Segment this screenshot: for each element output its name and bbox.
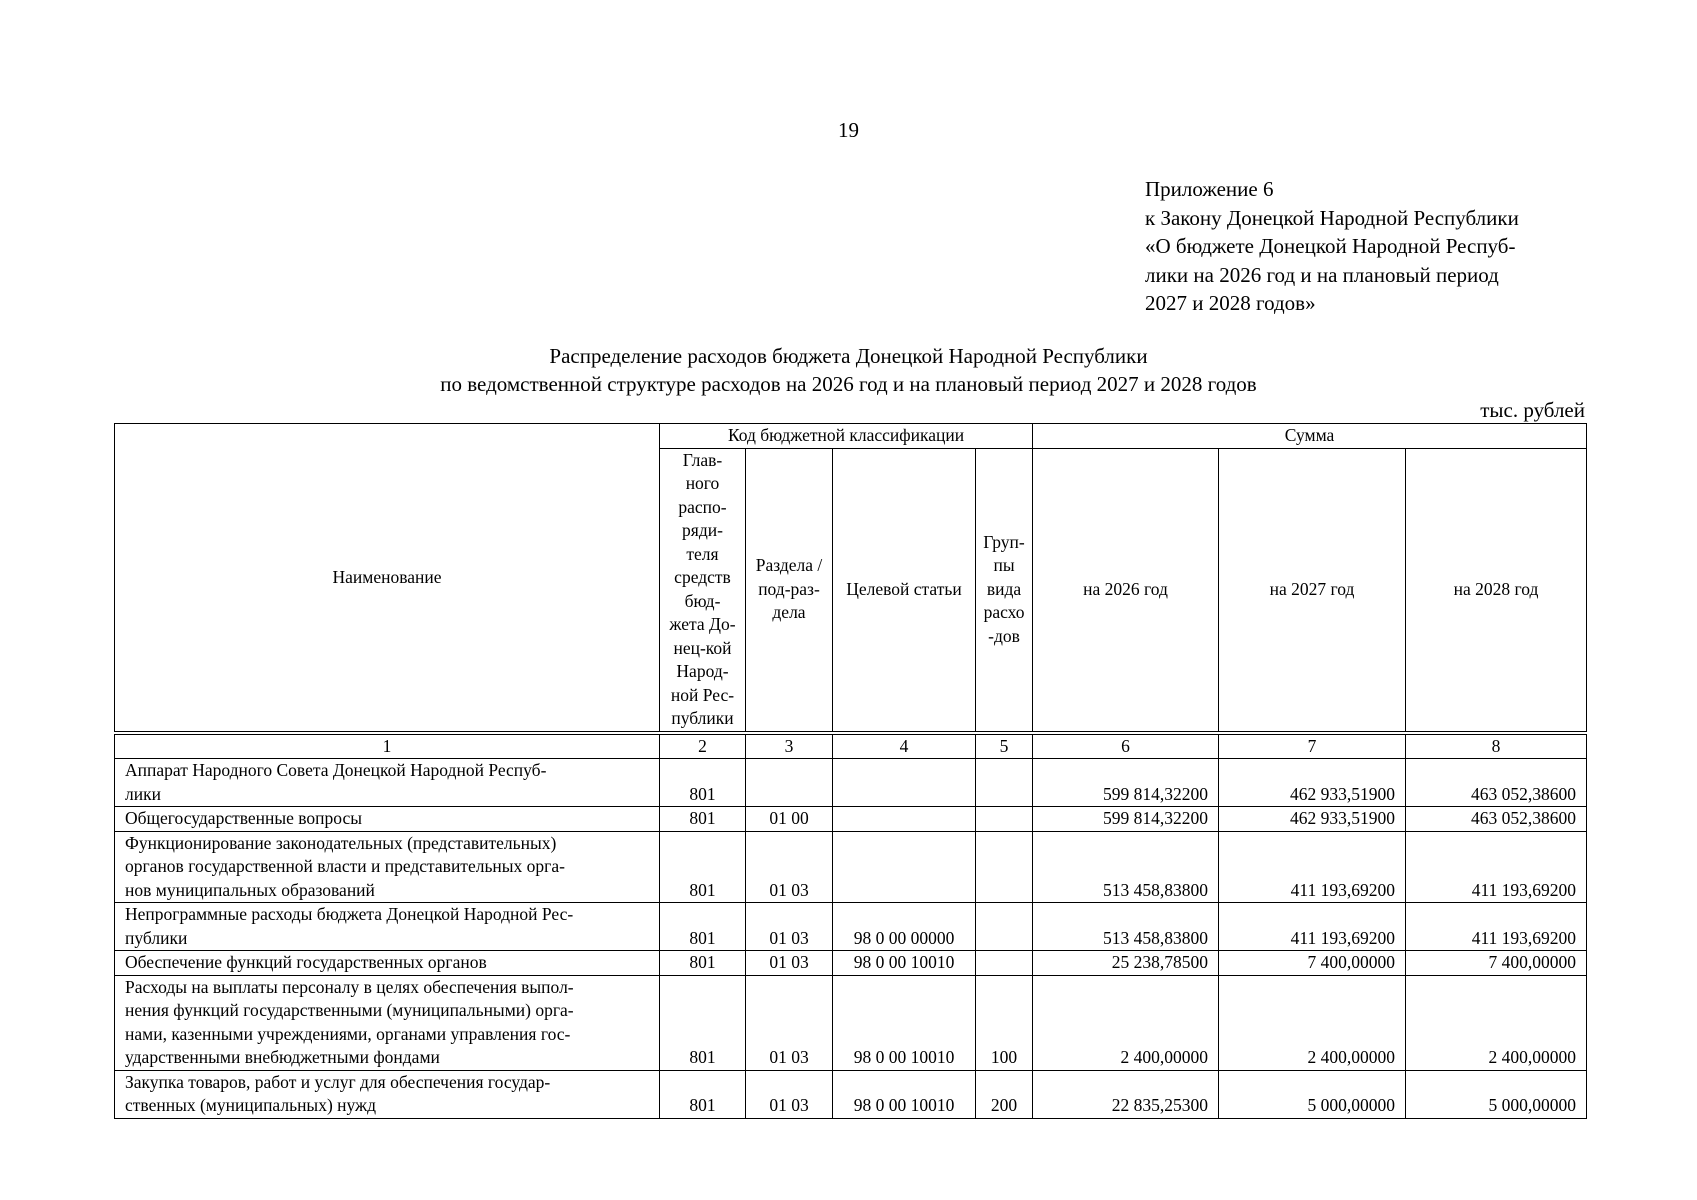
row-name-cell: Функционирование законодательных (представительных) органов государственной власти и представительных орга- нов муниципальных образований [115, 831, 660, 903]
row-amount-2028: 7 400,00000 [1406, 951, 1587, 976]
appendix-line: «О бюджете Донецкой Народной Респуб- [1145, 234, 1516, 258]
row-group-code [976, 759, 1033, 807]
row-target-code [833, 831, 976, 903]
row-manager-code: 801 [660, 759, 746, 807]
column-number: 7 [1219, 733, 1406, 759]
appendix-line: к Закону Донецкой Народной Республики [1145, 205, 1519, 230]
header-group: Груп- пы вида расхо -дов [976, 448, 1033, 733]
row-amount-2027: 5 000,00000 [1219, 1070, 1406, 1118]
row-name-cell: Непрограммные расходы бюджета Донецкой Народной Рес- публики [115, 903, 660, 951]
row-group-code [976, 951, 1033, 976]
row-amount-2027: 7 400,00000 [1219, 951, 1406, 976]
row-target-code [833, 759, 976, 807]
page-number: 19 [838, 118, 859, 142]
header-2028: на 2028 год [1406, 448, 1587, 733]
header-2027: на 2027 год [1219, 448, 1406, 733]
table-row [115, 903, 1587, 951]
row-amount-2028: 463 052,38600 [1406, 759, 1587, 807]
row-manager-code: 801 [660, 831, 746, 903]
row-target-code: 98 0 00 00000 [833, 903, 976, 951]
table-row [115, 975, 1587, 1070]
header-manager: Глав- ного распо- ряди- теля средств бюд- жета До- нец-кой Народ- ной Рес- публики [660, 448, 746, 733]
column-number: 8 [1406, 733, 1587, 759]
row-amount-2027: 411 193,69200 [1219, 903, 1406, 951]
row-section-code: 01 03 [746, 903, 833, 951]
row-amount-2027: 462 933,51900 [1219, 807, 1406, 832]
header-name: Наименование [115, 424, 660, 733]
row-group-code [976, 831, 1033, 903]
row-manager-code: 801 [660, 807, 746, 832]
row-name-cell: Закупка товаров, работ и услуг для обеспечения государ- ственных (муниципальных) нужд [115, 1070, 660, 1118]
row-name-cell: Обеспечение функций государственных органов [115, 951, 660, 976]
table-row [115, 831, 1587, 903]
row-group-code: 100 [976, 975, 1033, 1070]
row-amount-2027: 2 400,00000 [1219, 975, 1406, 1070]
row-target-code: 98 0 00 10010 [833, 1070, 976, 1118]
row-name-cell: Общегосударственные вопросы [115, 807, 660, 832]
row-amount-2026: 25 238,78500 [1033, 951, 1219, 976]
appendix-line: лики на 2026 год и на плановый период [1145, 262, 1499, 287]
title-line-1: Распределение расходов бюджета Донецкой Народной Республики [549, 344, 1148, 368]
row-amount-2028: 5 000,00000 [1406, 1070, 1587, 1118]
header-code-group: Код бюджетной классификации [660, 424, 1033, 449]
row-amount-2026: 22 835,25300 [1033, 1070, 1219, 1118]
column-number: 4 [833, 733, 976, 759]
row-target-code [833, 807, 976, 832]
document-title [0, 342, 1697, 398]
row-amount-2027: 462 933,51900 [1219, 759, 1406, 807]
row-section-code [746, 759, 833, 807]
row-name-cell: Аппарат Народного Совета Донецкой Народной Респуб- лики [115, 759, 660, 807]
title-line-2: по ведомственной структуре расходов на 2026 год и на плановый период 2027 и 2028 годов [440, 372, 1257, 396]
row-amount-2026: 513 458,83800 [1033, 903, 1219, 951]
row-manager-code: 801 [660, 1070, 746, 1118]
appendix-line: Приложение 6 [1145, 177, 1274, 201]
table-row [115, 951, 1587, 976]
table-row [115, 759, 1587, 807]
row-amount-2026: 513 458,83800 [1033, 831, 1219, 903]
row-amount-2028: 411 193,69200 [1406, 831, 1587, 903]
row-amount-2027: 411 193,69200 [1219, 831, 1406, 903]
table-row [115, 1070, 1587, 1118]
budget-table [114, 423, 1587, 1119]
header-2026: на 2026 год [1033, 448, 1219, 733]
row-manager-code: 801 [660, 903, 746, 951]
column-number: 6 [1033, 733, 1219, 759]
table-header-row-group [115, 424, 1587, 449]
row-group-code [976, 807, 1033, 832]
column-numbers-row [115, 733, 1587, 759]
table-row [115, 807, 1587, 832]
row-manager-code: 801 [660, 975, 746, 1070]
header-sum-group: Сумма [1033, 424, 1587, 449]
row-section-code: 01 03 [746, 951, 833, 976]
column-number: 1 [115, 733, 660, 759]
row-amount-2026: 2 400,00000 [1033, 975, 1219, 1070]
row-group-code: 200 [976, 1070, 1033, 1118]
row-amount-2028: 2 400,00000 [1406, 975, 1587, 1070]
row-section-code: 01 03 [746, 1070, 833, 1118]
row-amount-2026: 599 814,32200 [1033, 807, 1219, 832]
row-amount-2028: 411 193,69200 [1406, 903, 1587, 951]
row-name-cell: Расходы на выплаты персоналу в целях обеспечения выпол- нения функций государственными (муниципальными) орга- нами, казенными учреждениями, органами управления гос- ударственными внебюджетными фондами [115, 975, 660, 1070]
header-target: Целевой статьи [833, 448, 976, 733]
row-target-code: 98 0 00 10010 [833, 951, 976, 976]
row-manager-code: 801 [660, 951, 746, 976]
row-amount-2026: 599 814,32200 [1033, 759, 1219, 807]
appendix-block [1145, 175, 1615, 318]
column-number: 5 [976, 733, 1033, 759]
header-section: Раздела / под-раз- дела [746, 448, 833, 733]
units-label: тыс. рублей [1480, 398, 1585, 422]
row-section-code: 01 03 [746, 975, 833, 1070]
column-number: 2 [660, 733, 746, 759]
column-number: 3 [746, 733, 833, 759]
row-section-code: 01 03 [746, 831, 833, 903]
row-section-code: 01 00 [746, 807, 833, 832]
row-group-code [976, 903, 1033, 951]
row-target-code: 98 0 00 10010 [833, 975, 976, 1070]
appendix-line: 2027 и 2028 годов» [1145, 291, 1316, 315]
row-amount-2028: 463 052,38600 [1406, 807, 1587, 832]
